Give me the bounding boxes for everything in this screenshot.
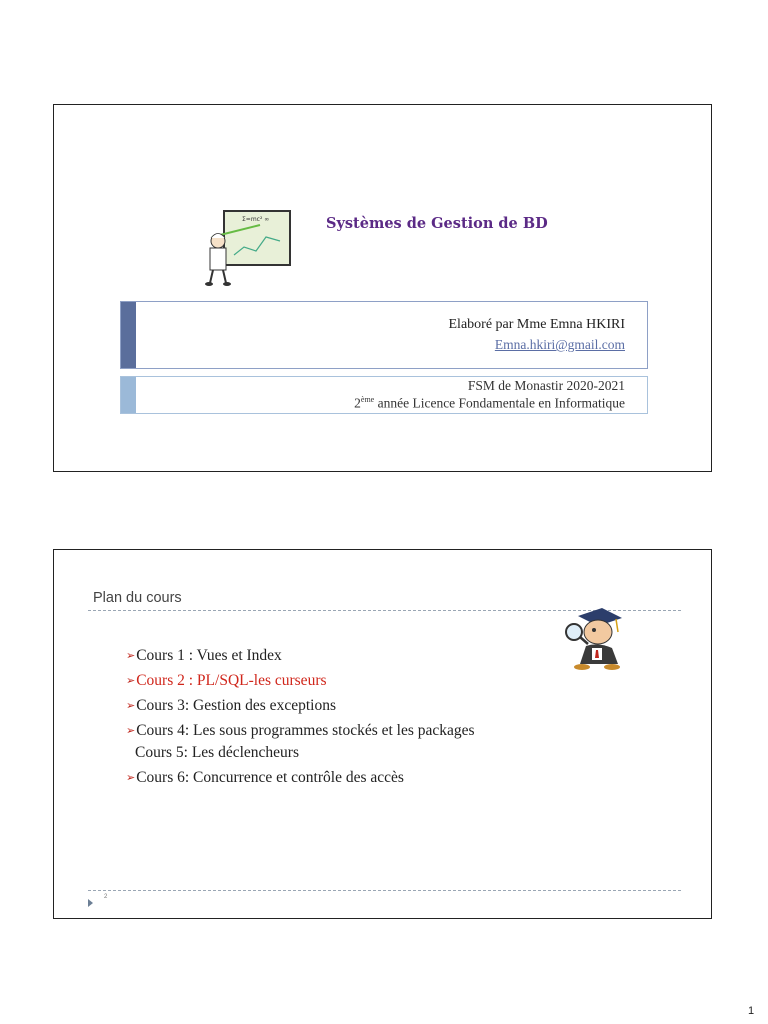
course-label: Cours 5: Les déclencheurs [135, 744, 299, 761]
level-number: 2 [354, 395, 361, 411]
title-slide [53, 104, 712, 472]
arrow-bullet-icon: ➢ [126, 650, 136, 662]
course-label: Cours 6: Concurrence et contrôle des accès [136, 769, 404, 786]
arrow-bullet-icon: ➢ [126, 772, 136, 784]
page-number: 1 [748, 1005, 755, 1017]
course-label: Cours 1 : Vues et Index [136, 647, 282, 664]
list-item [126, 719, 475, 744]
list-item [126, 766, 475, 791]
footer-divider [88, 890, 681, 891]
graduate-magnifier-icon [556, 606, 632, 672]
list-item [126, 644, 475, 669]
plan-title: Plan du cours [93, 590, 182, 606]
author-bar-accent [121, 302, 136, 368]
presentation-title: Systèmes de Gestion de BD [326, 215, 548, 232]
svg-text:Ʃ=mc² ∞: Ʃ=mc² ∞ [242, 216, 270, 223]
list-item [126, 669, 475, 694]
play-arrow-icon [88, 899, 93, 907]
author-bar [120, 301, 648, 369]
course-list [126, 644, 475, 791]
course-label: Cours 3: Gestion des exceptions [136, 697, 336, 714]
faculty-year: FSM de Monastir 2020-2021 [467, 378, 625, 393]
institution-bar-accent [121, 377, 136, 413]
author-name: Elaboré par Mme Emna HKIRI [448, 317, 625, 332]
plan-slide [53, 549, 712, 919]
arrow-bullet-icon: ➢ [126, 700, 136, 712]
course-label: Cours 4: Les sous programmes stockés et les packages [136, 722, 475, 739]
level-superscript: ème [360, 395, 375, 404]
study-level [354, 395, 625, 412]
author-email-link[interactable]: Emna.hkiri@gmail.com [494, 337, 625, 352]
course-label: Cours 2 : PL/SQL-les curseurs [136, 672, 327, 689]
arrow-bullet-icon: ➢ [126, 675, 136, 687]
slide-number: 2 [104, 894, 108, 900]
arrow-bullet-icon: ➢ [126, 725, 136, 737]
teacher-pointing-board-icon [204, 207, 294, 287]
list-item [126, 694, 475, 719]
list-item [126, 744, 475, 762]
level-text: année Licence Fondamentale en Informatique [374, 395, 625, 411]
